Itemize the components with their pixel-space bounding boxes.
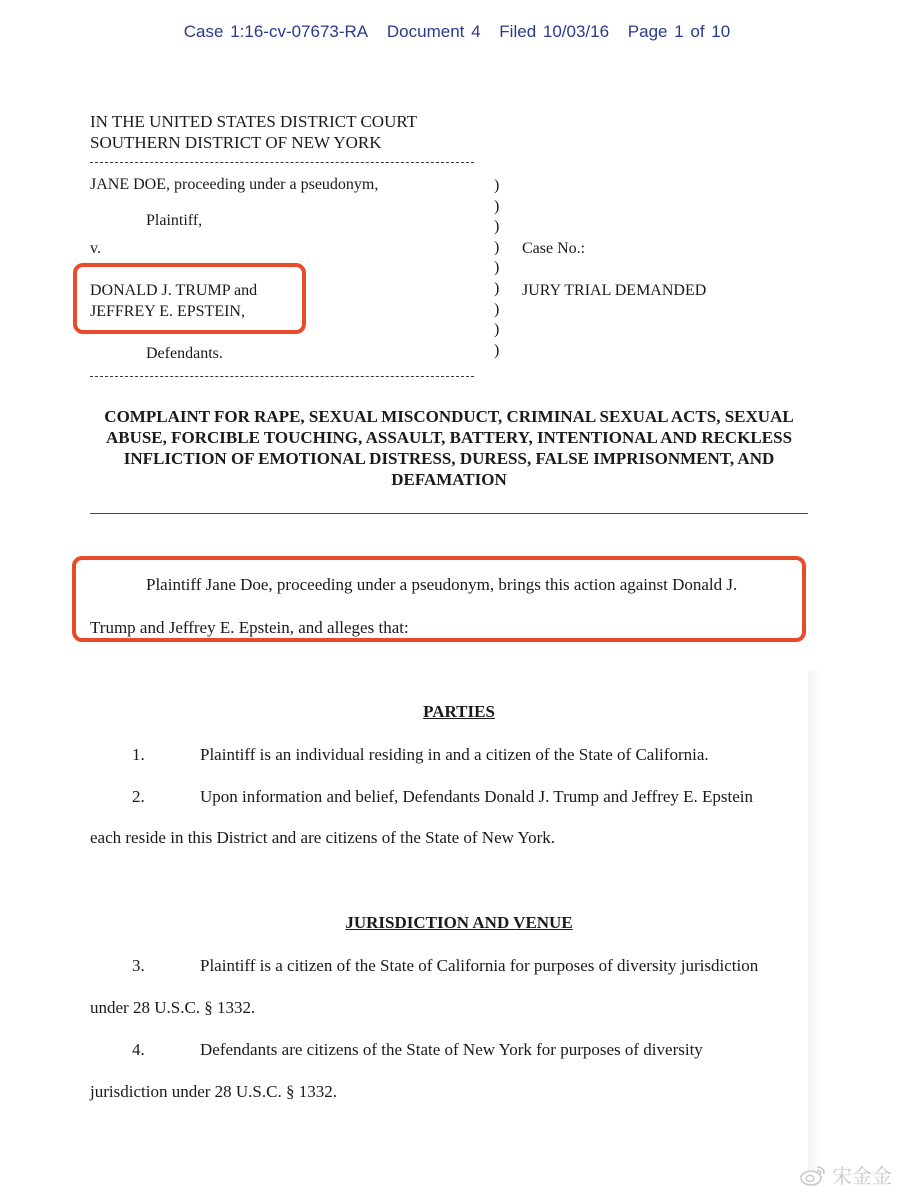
caption-paren-column: ) ) ) ) ) ) ) ) ) <box>494 177 500 359</box>
paragraph-2-line-2: each reside in this District and are citizens of the State of New York. <box>90 828 556 847</box>
jurisdiction-heading: JURISDICTION AND VENUE <box>345 913 573 932</box>
paragraph-2-line-1: Upon information and belief, Defendants Donald J. Trump and Jeffrey E. Epstein <box>200 787 754 806</box>
intro-line-1: Plaintiff Jane Doe, proceeding under a pseudonym, brings this action against Donald J. <box>146 575 738 594</box>
defendant-2: JEFFREY E. EPSTEIN, <box>90 303 245 320</box>
paragraph-2-number: 2. <box>132 787 145 806</box>
defendant-1: DONALD J. TRUMP and <box>90 282 258 299</box>
title-rule <box>90 513 808 514</box>
versus-label: v. <box>90 240 101 257</box>
defendants-highlight-box <box>73 263 306 334</box>
paragraph-3-number: 3. <box>132 956 145 975</box>
page-indicator: Page 1 of 10 <box>627 22 731 41</box>
court-name-line2: SOUTHERN DISTRICT OF NEW YORK <box>90 133 382 152</box>
caption-divider-top <box>90 162 474 163</box>
court-name-line1: IN THE UNITED STATES DISTRICT COURT <box>90 112 418 131</box>
weibo-icon <box>800 1164 826 1186</box>
paragraph-1-text: Plaintiff is an individual residing in and a citizen of the State of California. <box>200 745 709 764</box>
document-number: Document 4 <box>386 22 481 41</box>
parties-heading: PARTIES <box>423 702 495 721</box>
watermark-text: 宋金金 <box>832 1164 892 1188</box>
defendant-role: Defendants. <box>146 345 223 362</box>
complaint-title: COMPLAINT FOR RAPE, SEXUAL MISCONDUCT, CRIMINAL SEXUAL ACTS, SEXUAL ABUSE, FORCIBLE TOUCHING, ASSAULT, BATTERY, INTENTIONAL AND RECKLESS INFLICTION OF EMOTIONAL DISTRESS, DURESS, FALSE IMPRISONMENT, AND DEFAMATION <box>104 407 794 489</box>
paragraph-4-line-2: jurisdiction under 28 U.S.C. § 1332. <box>90 1082 337 1101</box>
filed-date: Filed 10/03/16 <box>499 22 610 41</box>
ecf-header <box>0 22 914 42</box>
intro-line-2: Trump and Jeffrey E. Epstein, and alleges that: <box>90 618 409 637</box>
paragraph-4-line-1: Defendants are citizens of the State of New York for purposes of diversity <box>200 1040 703 1059</box>
scan-shadow <box>808 670 820 1170</box>
plaintiff-role: Plaintiff, <box>146 212 203 229</box>
paragraph-3-line-2: under 28 U.S.C. § 1332. <box>90 998 256 1017</box>
paragraph-4-number: 4. <box>132 1040 145 1059</box>
caption-divider-bottom <box>90 376 474 377</box>
paragraph-3-line-1: Plaintiff is a citizen of the State of California for purposes of diversity jurisdiction <box>200 956 759 975</box>
jury-demand: JURY TRIAL DEMANDED <box>522 282 707 299</box>
case-number: Case 1:16-cv-07673-RA <box>183 22 369 41</box>
case-no-label: Case No.: <box>522 240 586 257</box>
paragraph-1-number: 1. <box>132 745 145 764</box>
watermark <box>800 1160 892 1189</box>
plaintiff-name: JANE DOE, proceeding under a pseudonym, <box>90 176 379 193</box>
intro-highlight-box <box>72 556 806 642</box>
